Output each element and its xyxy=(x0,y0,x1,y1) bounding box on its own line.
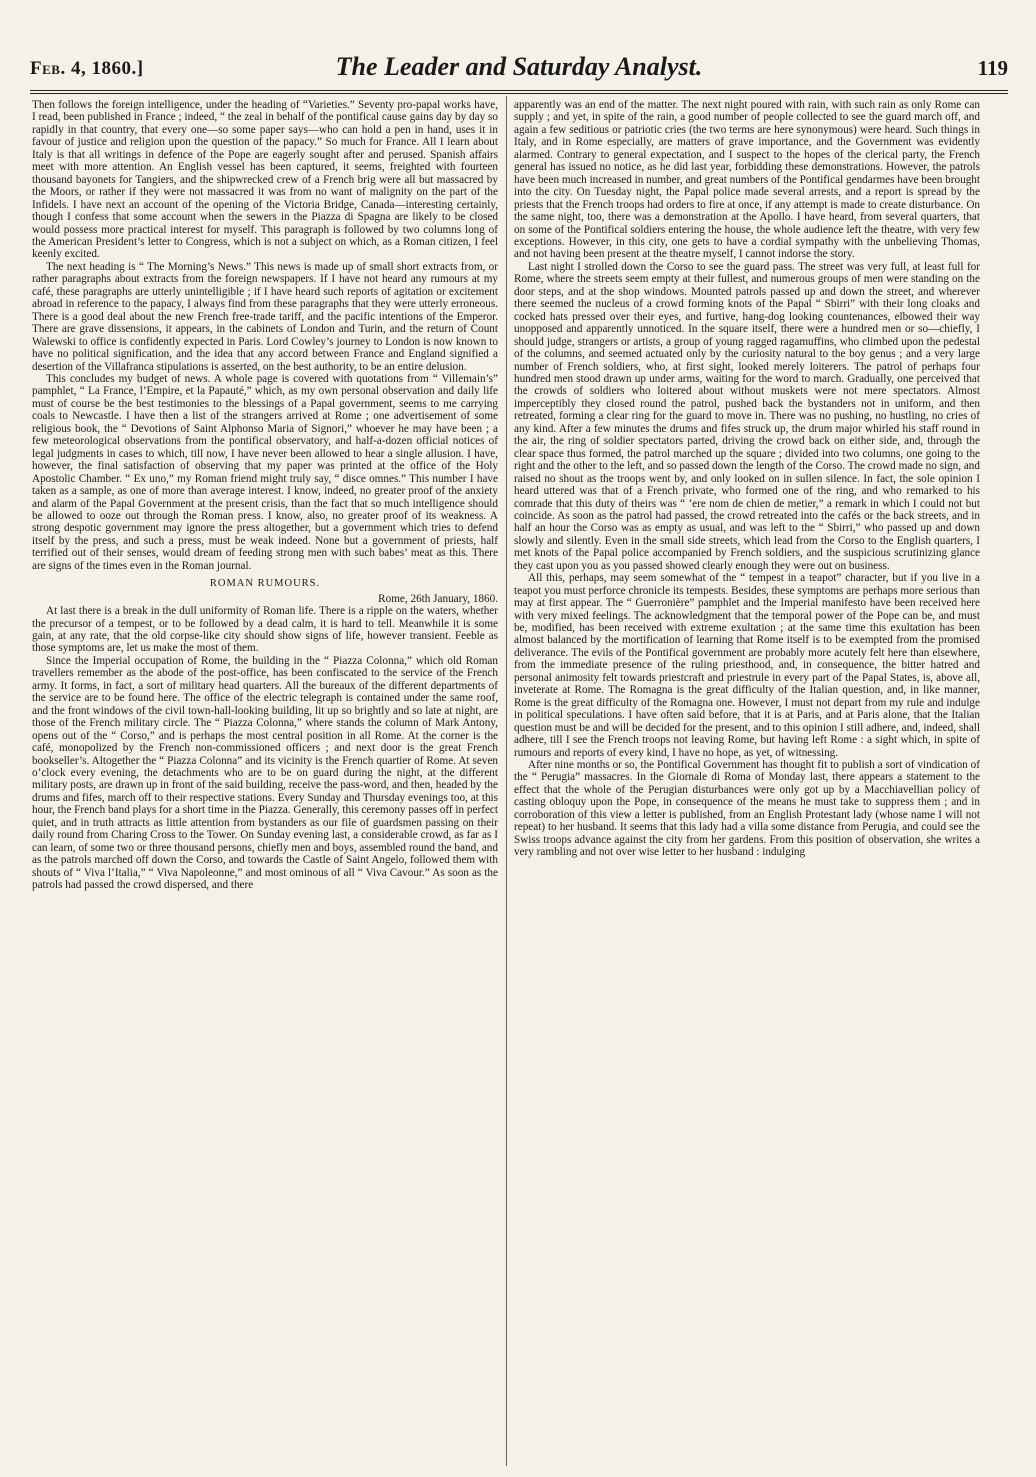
header-rule xyxy=(30,90,1008,91)
paragraph-budget-of-news: This concludes my budget of news. A whole page is covered with quotations from “ Villemain’s” pamphlet, “ La France, l’Empire, et la Papauté,” which, as my own personal observation and daily life must of course be the best testimonies to the blessings of a Papal government, seems to me carrying coals to Newcastle. I have then a list of the strangers arrived at Rome ; one advertisement of some religious book, the “ Devotions of Saint Alphonso Maria of Signori,” whoever he may have been ; a few meteorological observations from the pontifical observatory, and half-a-dozen official notices of legal judgments in cases to which, till now, I have never been allowed to hear a single allusion. I have, however, the final satisfaction of observing that my paper was printed at the office of the Holy Apostolic Chamber. “ Ex uno,” my Roman friend might truly say, “ disce omnes.” This number I have taken as a sample, as one of more than average interest. I know, indeed, no greater proof of the anxiety and alarm of the Papal Government at the present crisis, than the fact that so much intelligence should be allowed to ooze out through the Roman press. I know, also, no greater proof of its weakness. A strong despotic government may ignore the press altogether, but a government which tries to defend itself by the press, and such a press, must be weak indeed. None but a government of priests, half terrified out of their senses, would dream of feeding strong men with such babes’ meat as this. There are signs of the times even in the Roman journal. xyxy=(32,372,498,572)
dateline: Rome, 26th January, 1860. xyxy=(378,592,498,605)
paragraph-break-in-uniformity: At last there is a break in the dull uniformity of Roman life. There is a ripple on the waters, whether the precursor of a tempest, or to be followed by a dead calm, it is hard to tell. Meanwhile it is some gain, at any rate, that the old corpse-like city should show signs of life, however transient. Feeble as those symptoms are, let us make the most of them. xyxy=(32,605,498,655)
publication-title: The Leader and Saturday Analyst. xyxy=(335,52,703,81)
paragraph-mornings-news: The next heading is “ The Morning’s News.” This news is made up of small short extracts from, or rather paragraphs about extracts from the foreign newspapers. If I have not heard any rumours at my café, these paragraphs are utterly unintelligible ; if I have heard such reports of agitation or excitement abroad in reference to the papacy, I always find from these paragraphs that they were utterly erroneous. There is a good deal about the new French free-trade tariff, and the pacific intentions of the Emperor. There are grave dissensions, it appears, in the cabinets of London and Turin, and the return of Count Walewski to office is confidently expected in Paris. Lord Cowley’s journey to London is now known to have no political signification, and the idea that any accord between France and England signified a desertion of the Villafranca stipulations is asserted, on the best authority, to be an entire delusion. xyxy=(32,260,498,373)
section-heading: ROMAN RUMOURS. xyxy=(209,578,321,590)
paragraph-piazza-colonna: Since the Imperial occupation of Rome, the building in the “ Piazza Colonna,” which old Roman travellers remember as the abode of the post-office, has been confiscated to the service of the French army. It forms, in fact, a sort of military head quarters. All the bureaux of the different departments of the service are to be found here. The office of the electric telegraph is contained under the same roof, and the front windows of the civil town-hall-looking building, lit up so brightly and so late at night, are those of the French military circle. The “ Piazza Colonna,” where stands the column of Mark Antony, opens out of the “ Corso,” and is perhaps the most central position in all Rome. At the corner is the café, monopolized by the French non-commissioned officers ; and next door is the great French bookseller’s. Altogether the “ Piazza Colonna” and its vicinity is the French quartier of Rome. At seven o’clock every evening, the detachments who are to be on guard during the night, at the different military posts, are drawn up in front of the said building, receive the pass-word, and then, headed by the drums and fifes, march off to their respective stations. Every Sunday and Thursday evenings too, at this hour, the French band plays for a short time in the Piazza. Generally, this ceremony passes off in perfect quiet, and in truth attracts as little attention from bystanders as our file of guardsmen passing on their daily round from Charing Cross to the Tower. On Sunday evening last, a considerable crowd, as far as I can learn, of some two or three thousand persons, chiefly men and boys, assembled round the band, and as the patrols marched off down the Corso, and towards the Castle of Saint Angelo, followed them with shouts of “ Viva l’Italia,” “ Viva Napoleonne,” and most ominous of all “ Viva Cavour.” As soon as the patrols had passed the crowd dispersed, and there xyxy=(32,654,498,892)
issue-date: Feb. 4, 1860.] xyxy=(30,58,144,79)
paragraph-continuation: apparently was an end of the matter. The next night poured with rain, with such rain as only Rome can supply ; and yet, in spite of the rain, a good number of people collected to see the guard march off, and again a few seditious or patriotic cries (the two terms are here synonymous) were heard. Such things in Italy, and in Rome especially, are matters of grave importance, and the Government was evidently alarmed. Contrary to general expectation, and I suspect to the hopes of the clerical party, the French general has issued no notice, as he did last year, forbidding these demonstrations. However, the patrols have been much increased in number, and great numbers of the Pontifical gendarmes have been brought into the city. On Tuesday night, the Papal police made several arrests, and a report is spread by the priests that the French troops had orders to fire at once, if any attempt is made to create disturbance. On the same night, too, there was a demonstration at the Apollo. I have heard, from several quarters, that on some of the Pontifical soldiers entering the house, the whole audience left the theatre, with very few exceptions. However, in this city, one gets to have a cordial sympathy with the unbelieving Thomas, and not having been present at the theatre myself, I cannot indorse the story. xyxy=(514,99,980,261)
column-divider xyxy=(506,96,507,1466)
masthead xyxy=(30,52,1008,86)
left-column xyxy=(32,99,498,1469)
paragraph-corso-stroll: Last night I strolled down the Corso to see the guard pass. The street was very full, at least full for Rome, where the streets seem empty at their fullest, and numerous groups of men were standing on the door steps, and at the shop windows. Mounted patrols passed up and down the street, and wherever there seemed the nucleus of a crowd forming knots of the Papal “ Sbirri” with their long cloaks and cocked hats pressed over their eyes, and furtive, hang-dog looking countenances, elbowed their way unopposed and apparently unnoticed. In the square itself, there were a hundred men or so—chiefly, I should judge, strangers or artists, a group of young ragged ragamuffins, who climbed upon the pedestal of the columns, and seemed actuated only by the curiosity natural to the boy genus ; and a very large number of French soldiers, who, at first sight, looked merely loiterers. The patrol of perhaps four hundred men stood drawn up under arms, waiting for the word to march. Gradually, one perceived that the crowds of soldiers who loitered about without muskets were not mere spectators. Almost imperceptibly they closed round the patrol, pushed back the bystanders not in uniform, and then retreated, forming a clear ring for the guard to move in. There was no pushing, no hustling, no cries of any kind. After a few minutes the drums and fifes struck up, the drum major whirled his staff round in the air, the ring of soldier spectators parted, driving the crowd back on either side, and, through the clear space thus formed, the patrol marched up the square ; divided into two columns, one going to the right and the other to the left, and so passed down the length of the Corso. The crowd made no sign, and raised no shout as the troops went by, and only looked on in sullen silence. In fact, the sole opinion I heard uttered was that of a French private, who formed one of the ring, and who remarked to his comrade that this duty of theirs was “ ’ere nom de chien de metier,” a remark in which I could not but coincide. As soon as the patrol had passed, the crowd retreated into the cafés or the back streets, and in half an hour the Corso was as empty as usual, and was left to the “ Sbirri,” who passed up and down slowly and silently. Even in the small side streets, which lead from the Corso to the English quarters, I met knots of the Papal police accompanied by French soldiers, and the suspicious scrutinizing glance they cast upon you as you passed showed clearly enough they were out on business. xyxy=(514,260,980,572)
page-number: 119 xyxy=(977,56,1008,80)
paragraph-tempest-in-teapot: All this, perhaps, may seem somewhat of the “ tempest in a teapot” character, but if you live in a teapot you must perforce chronicle its tempests. Besides, these symptoms are perhaps more serious than may at first appear. The “ Guerronière” pamphlet and the Imperial manifesto have been received here with very mixed feelings. The acknowledgment that the temporal power of the Pope can be, and must be, modified, has been received with extreme exultation ; at the same time this exultation has been almost balanced by the mortification of learning that Rome itself is to be exempted from the promised deliverance. The evils of the Pontifical government are probably more acutely felt here than elsewhere, from the immediate presence of the ruling priesthood, and, in consequence, the bitter hatred and personal animosity felt towards priestcraft and priestrule in every part of the Papal States, is, above all, inveterate at Rome. The Romagna is the great difficulty of the Italian question, and, in like manner, Rome is the great difficulty of the Romagna one. However, I must not depart from my rule and indulge in political speculations. I have often said before, that it is at Paris, and at Paris alone, that the Italian question must be and will be decided for the present, and to this opinion I still adhere, and, indeed, shall adhere, till I see the French troops not leaving Rome, but having left Rome : a sight which, in spite of rumours and reports of every kind, I have no hope, as yet, of witnessing. xyxy=(514,572,980,759)
paragraph-varieties: Then follows the foreign intelligence, under the heading of “Varieties.” Seventy pro-papal works have, I read, been published in France ; indeed, “ the zeal in behalf of the pontifical cause gains day by day so rapidly in that country, that every one—so some paper says—who can hold a pen in hand, uses it in favour of justice and religion upon the question of the papacy.” So much for France. All I learn about Italy is that all writings in defence of the Pope are eagerly sought after and perused. Spanish affairs meet with more attention. An English vessel has been captured, it seems, freighted with fourteen thousand bayonets for Tangiers, and the shipwrecked crew of a French brig were all but massacred by the Moors, or rather if they were not massacred it was from no want of malignity on the part of the Infidels. I have next an account of the opening of the Victoria Bridge, Canada—interesting certainly, though I confess that some account when the sewers in the Piazza di Spagna are likely to be closed would possess more practical interest for myself. This paragraph is followed by two columns long of the American President’s letter to Congress, which is not a subject on which, as a Roman citizen, I feel keenly excited. xyxy=(32,99,498,261)
header-rule-secondary xyxy=(30,93,1008,94)
right-column xyxy=(514,99,980,1469)
paragraph-perugia-vindication: After nine months or so, the Pontifical Government has thought fit to publish a sort of vindication of the “ Perugia” massacres. In the Giornale di Roma of Monday last, there appears a statement to the effect that the whole of the Perugian disturbances were only got up by a Macchiavellian policy of casting obloquy upon the Pope, in consequence of the means he must take to suppress them ; and in corroboration of this view a letter is published, from an English Protestant lady (whose name I will not repeat) to her husband. It seems that this lady had a villa some distance from Perugia, and could see the Swiss troops advance against the city from her gardens. From this position of observation, she writes a very rambling and not over wise letter to her husband : indulging xyxy=(514,759,980,859)
